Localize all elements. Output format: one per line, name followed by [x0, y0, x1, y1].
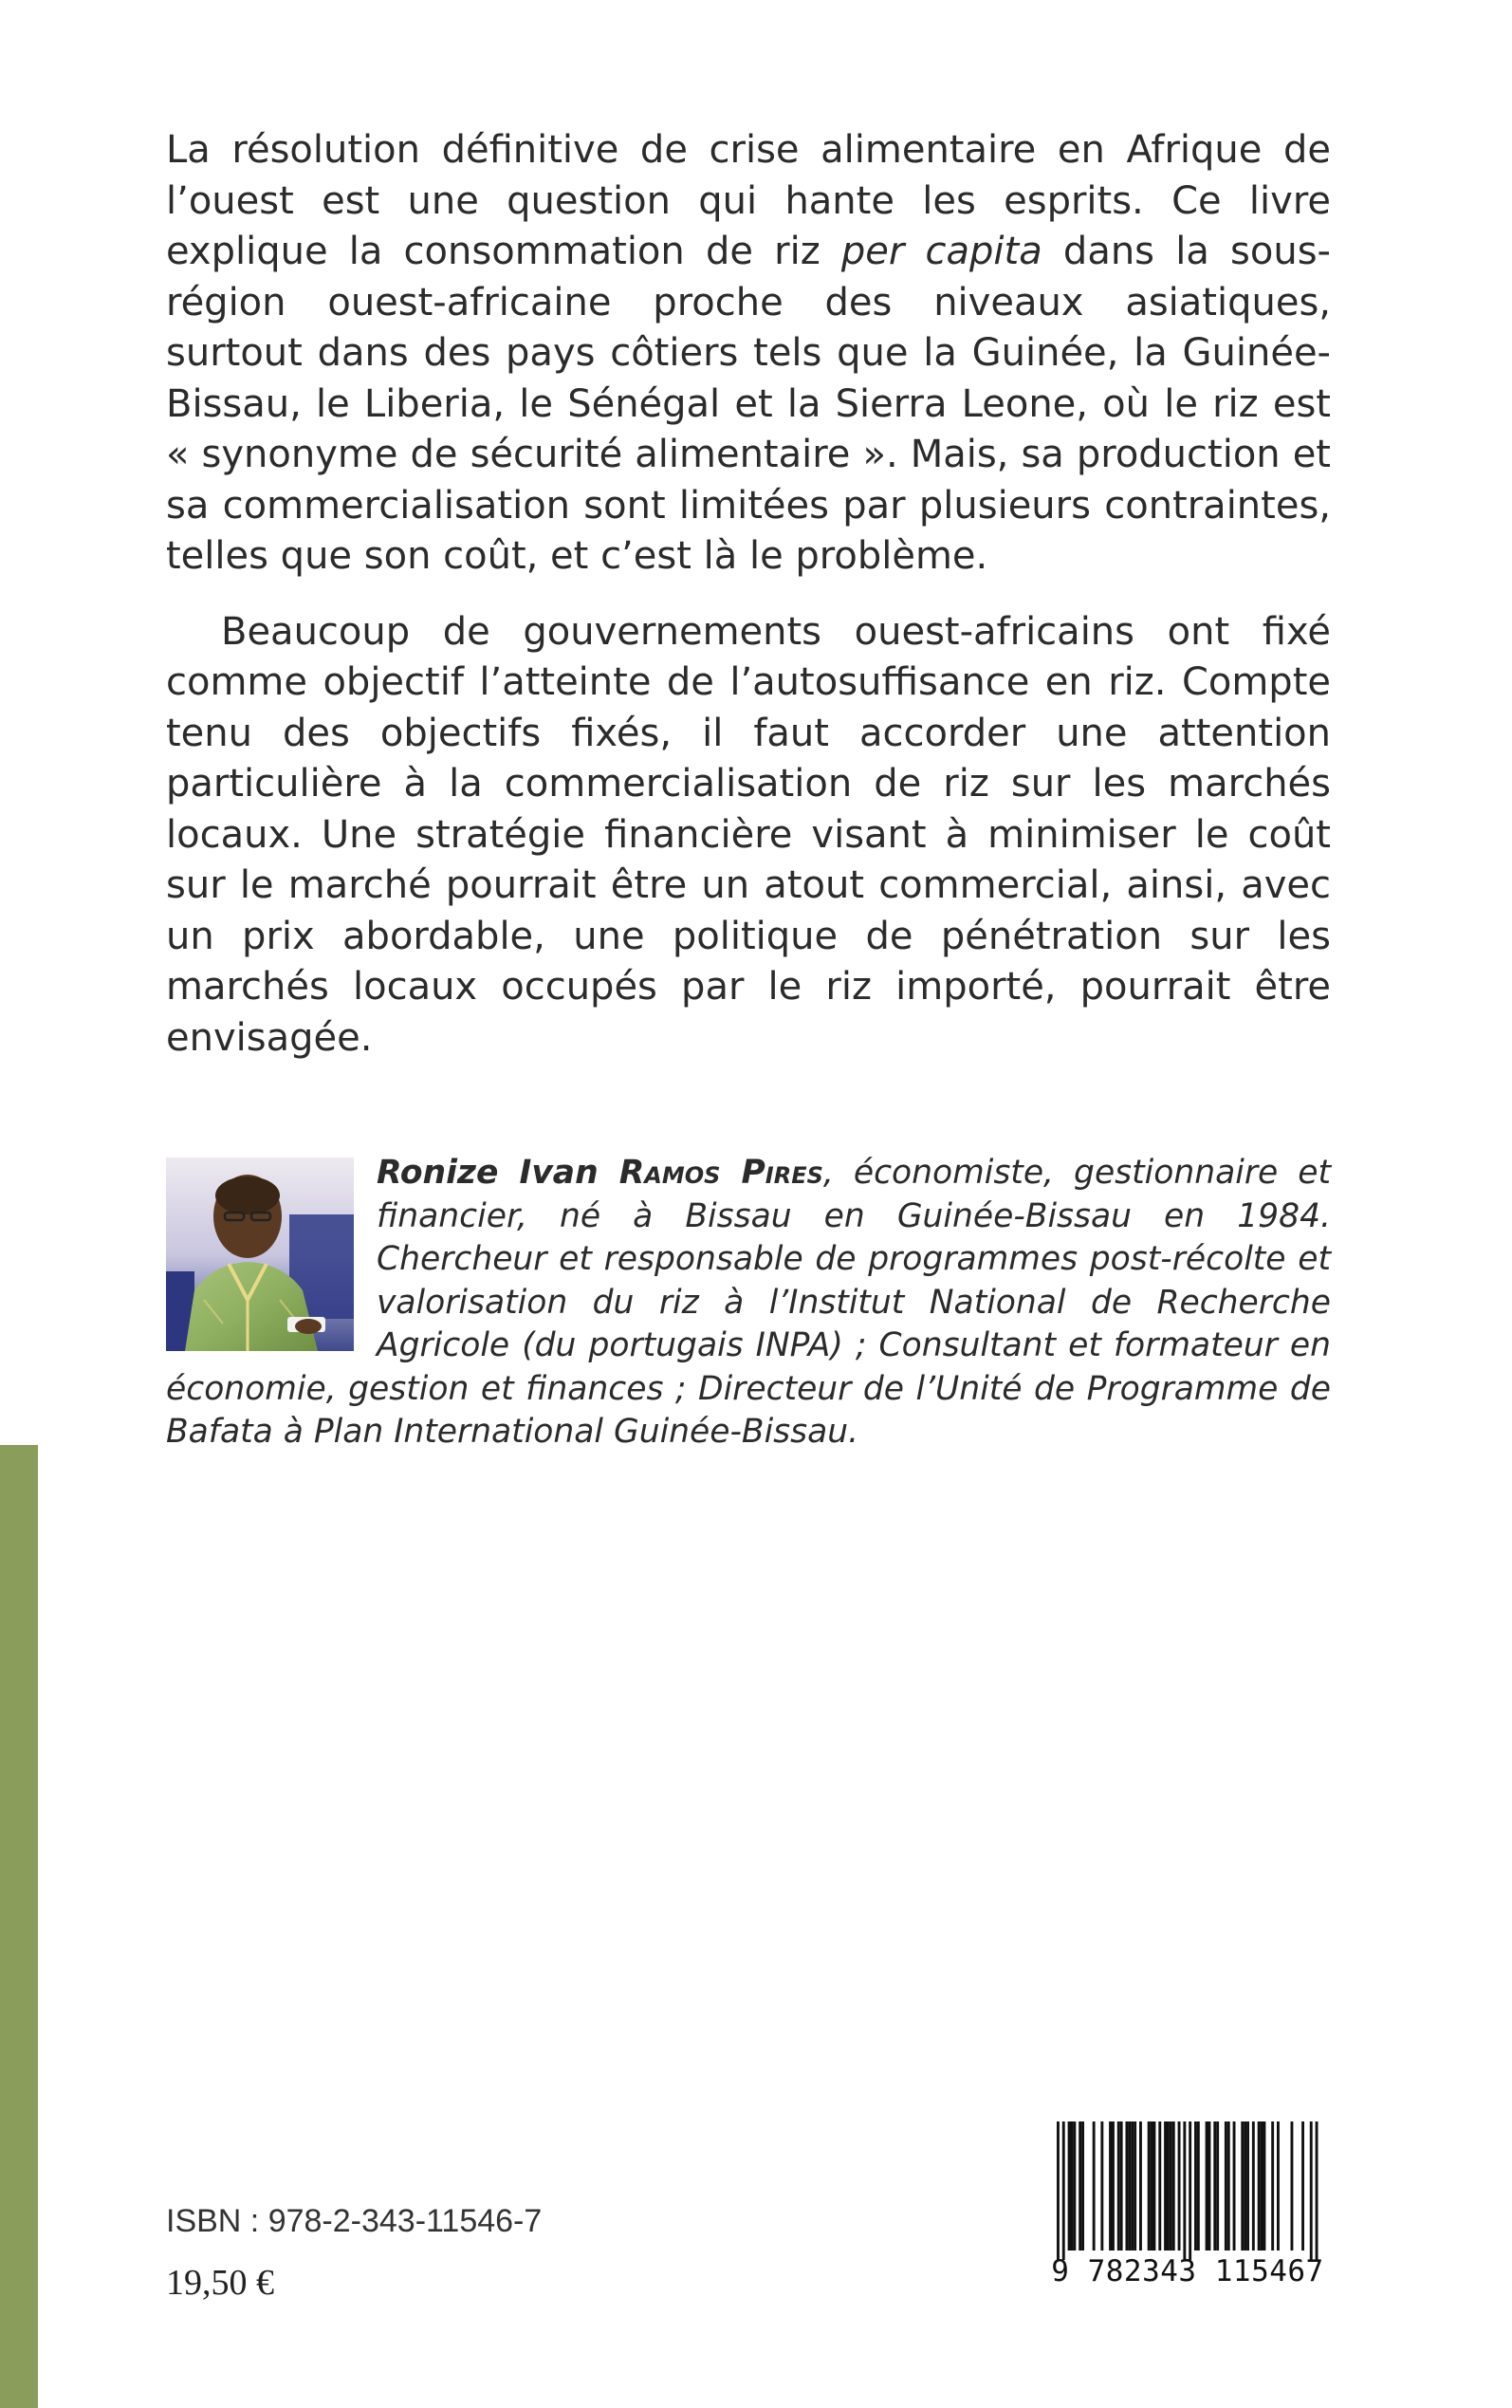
- barcode-bar: [1148, 2121, 1151, 2251]
- author-first-names: Ronize Ivan: [377, 1154, 619, 1192]
- barcode-bar: [1081, 2121, 1084, 2251]
- barcode-bar: [1216, 2121, 1219, 2251]
- barcode-bar: [1263, 2121, 1266, 2251]
- blurb-paragraph-2: Beaucoup de gouvernements ouest-africains ont fixé comme objectif l’atteinte de l’autosuffisance en riz. Compte tenu des objectifs fixés, il faut accorder une attention particulière à la commercialisation de riz sur les marchés locaux. Une stratégie financière visant à minimiser le coût sur le marché pourrait être un atout commercial, ainsi, avec un prix abordable, une politique de pénétration sur les marchés locaux occupés par le riz importé, pourrait être envisagée.: [166, 609, 1331, 1060]
- blurb-p1-italic: per capita: [840, 230, 1042, 273]
- barcode-bar: [1112, 2121, 1115, 2251]
- barcode-bar: [1233, 2121, 1236, 2251]
- barcode-bar: [1117, 2121, 1120, 2251]
- barcode-guard-bar: [1189, 2121, 1191, 2260]
- barcode-bar: [1134, 2121, 1136, 2251]
- barcode-bar: [1153, 2121, 1156, 2251]
- barcode-bar: [1120, 2121, 1123, 2251]
- author-photo: [166, 1158, 354, 1351]
- barcode-bar: [1167, 2121, 1170, 2251]
- barcode-bar: [1158, 2121, 1161, 2251]
- barcode-bar: [1206, 2121, 1208, 2251]
- barcode-bar: [1172, 2121, 1175, 2251]
- isbn-text: ISBN : 978-2-343-11546-7: [166, 2203, 543, 2239]
- barcode-bar: [1271, 2121, 1274, 2251]
- barcode-bar: [1197, 2121, 1200, 2251]
- barcode-guard-bar: [1316, 2121, 1318, 2260]
- blurb-p1-start: La résolution définitive de crise alimentaire en Afrique de l’ouest est une question qui hante les esprits. Ce livre explique la consommation de riz: [166, 128, 1331, 273]
- barcode-bar: [1227, 2121, 1230, 2251]
- barcode-bar: [1194, 2121, 1197, 2251]
- barcode-bar: [1139, 2121, 1142, 2251]
- barcode-bar: [1131, 2121, 1134, 2251]
- barcode-bar: [1277, 2121, 1280, 2251]
- barcode-bar: [1241, 2121, 1244, 2251]
- barcode-bar: [1068, 2121, 1071, 2251]
- blurb-p1-end: dans la sous-région ouest-africaine proche des niveaux asiatiques, surtout dans des pays côtiers tels que la Guinée, la Guinée-Bissau, le Liberia, le Sénégal et la Sierra Leone, où le riz est « synonyme de sécurité alimentaire ». Mais, sa production et sa commercialisation sont limitées par plusieurs contraintes, telles que son coût, et c’est là le problème.: [166, 230, 1331, 578]
- barcode-guard-bar: [1183, 2121, 1186, 2260]
- barcode-bar: [1071, 2121, 1074, 2251]
- barcode-bar: [1225, 2121, 1227, 2251]
- barcode-bar: [1164, 2121, 1167, 2251]
- barcode: [1040, 2121, 1336, 2290]
- barcode-bar: [1170, 2121, 1172, 2251]
- barcode-guard-bar: [1057, 2121, 1060, 2260]
- book-blurb: [166, 125, 1331, 1064]
- barcode-guard-bar: [1062, 2121, 1065, 2260]
- barcode-bar: [1093, 2121, 1096, 2251]
- price-text: 19,50 €: [166, 2263, 274, 2303]
- barcode-bar: [1301, 2121, 1304, 2251]
- barcode-bar: [1213, 2121, 1216, 2251]
- barcode-bars: [1040, 2121, 1336, 2260]
- barcode-bar: [1151, 2121, 1153, 2251]
- blurb-paragraph-1: [166, 125, 1331, 583]
- barcode-bar: [1109, 2121, 1112, 2251]
- barcode-bar: [1261, 2121, 1263, 2251]
- barcode-bar: [1252, 2121, 1255, 2251]
- barcode-bar: [1178, 2121, 1181, 2251]
- barcode-bar: [1073, 2121, 1076, 2251]
- barcode-bar: [1079, 2121, 1081, 2251]
- barcode-bar: [1244, 2121, 1246, 2251]
- spine-accent-strip: [0, 1445, 38, 2408]
- author-bio-text: , économiste, gestionnaire et financier, né à Bissau en Guinée-Bissau en 1984. Chercheur et responsable de programmes post-récolte et valorisation du riz à l’Institut National de Recherche Agricole (du portugais INPA) ; Consultant et formateur en économie, gestion et finances ; Directeur de l’Unité de Programme de Bafata à Plan International Guinée-Bissau.: [166, 1154, 1331, 1451]
- barcode-digits: 9 782343 115467: [1051, 2254, 1324, 2288]
- author-surname: Ramos Pires: [618, 1154, 823, 1192]
- barcode-bar: [1126, 2121, 1129, 2251]
- barcode-bar: [1128, 2121, 1131, 2251]
- author-name: [377, 1154, 823, 1192]
- barcode-bar: [1258, 2121, 1261, 2251]
- barcode-guard-bar: [1310, 2121, 1313, 2260]
- author-bio: [166, 1152, 1331, 1454]
- barcode-bar: [1208, 2121, 1211, 2251]
- barcode-bar: [1291, 2121, 1294, 2251]
- barcode-bar: [1100, 2121, 1103, 2251]
- barcode-bar: [1246, 2121, 1249, 2251]
